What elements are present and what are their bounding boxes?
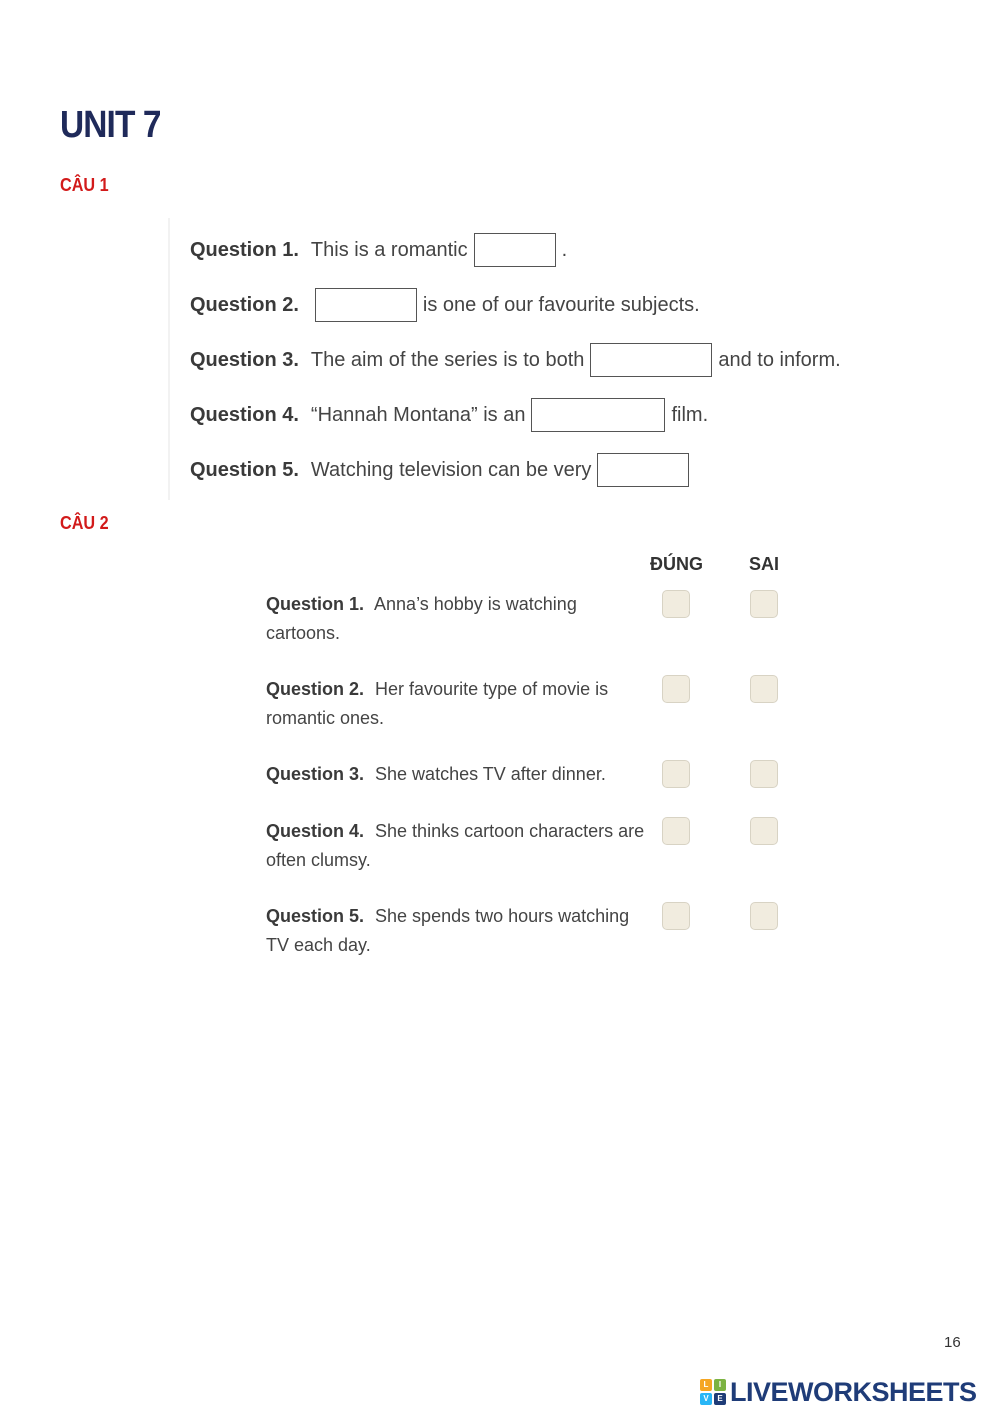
false-checkbox-4[interactable] xyxy=(750,817,778,845)
question-label: Question 3. xyxy=(266,764,365,784)
false-checkbox-5[interactable] xyxy=(750,902,778,930)
false-checkbox-2[interactable] xyxy=(750,675,778,703)
fill-question-3 xyxy=(190,340,841,380)
question-text-before: This is a romantic xyxy=(310,238,468,261)
fill-question-5 xyxy=(190,450,695,490)
question-statement: She thinks cartoon characters are often clumsy. xyxy=(266,821,645,870)
logo-tile-e: E xyxy=(714,1393,726,1405)
liveworksheets-logo[interactable] xyxy=(700,1376,977,1408)
question-statement: Her favourite type of movie is romantic ones. xyxy=(266,679,609,728)
section-2-label: CÂU 2 xyxy=(60,513,109,533)
question-label: Question 1. xyxy=(190,238,299,261)
answer-blank-5[interactable] xyxy=(597,453,689,487)
question-label: Question 1. xyxy=(266,594,365,614)
question-text-after: film. xyxy=(671,403,709,426)
brand-name: LIVEWORKSHEETS xyxy=(730,1376,977,1407)
question-label: Question 2. xyxy=(266,679,365,699)
true-checkbox-4[interactable] xyxy=(662,817,690,845)
question-text xyxy=(266,817,651,875)
question-label: Question 5. xyxy=(190,458,299,481)
question-text-after: . xyxy=(561,238,568,261)
question-label: Question 4. xyxy=(266,821,365,841)
question-text xyxy=(266,902,651,960)
page-number: 16 xyxy=(944,1334,961,1351)
logo-grid-icon xyxy=(700,1379,726,1405)
fill-question-4 xyxy=(190,395,708,435)
fill-question-1 xyxy=(190,230,567,270)
answer-blank-3[interactable] xyxy=(590,343,712,377)
question-text-after: and to inform. xyxy=(718,348,841,371)
answer-blank-4[interactable] xyxy=(531,398,665,432)
question-statement: She spends two hours watching TV each day. xyxy=(266,906,630,955)
logo-tile-i: I xyxy=(714,1379,726,1391)
column-header-true: ĐÚNG xyxy=(650,554,703,574)
fill-in-blanks-exercise xyxy=(168,218,900,500)
answer-blank-1[interactable] xyxy=(474,233,556,267)
section-1-label: CÂU 1 xyxy=(60,175,109,195)
true-checkbox-5[interactable] xyxy=(662,902,690,930)
question-statement: She watches TV after dinner. xyxy=(375,764,606,784)
logo-tile-l: L xyxy=(700,1379,712,1391)
question-text xyxy=(266,760,651,789)
false-checkbox-1[interactable] xyxy=(750,590,778,618)
answer-blank-2[interactable] xyxy=(315,288,417,322)
question-label: Question 2. xyxy=(190,293,299,316)
true-checkbox-1[interactable] xyxy=(662,590,690,618)
question-text xyxy=(266,590,651,648)
page-title: UNIT 7 xyxy=(60,104,161,146)
question-label: Question 5. xyxy=(266,906,365,926)
true-checkbox-3[interactable] xyxy=(662,760,690,788)
logo-tile-v: V xyxy=(700,1393,712,1405)
question-statement: Anna’s hobby is watching cartoons. xyxy=(266,594,577,643)
column-header-false: SAI xyxy=(749,554,780,574)
fill-question-2 xyxy=(190,285,700,325)
question-text-after: is one of our favourite subjects. xyxy=(422,293,700,316)
question-text-before: “Hannah Montana” is an xyxy=(310,403,526,426)
question-text-before: Watching television can be very xyxy=(310,458,592,481)
question-text xyxy=(266,675,651,733)
question-text-before: The aim of the series is to both xyxy=(310,348,585,371)
question-label: Question 3. xyxy=(190,348,299,371)
false-checkbox-3[interactable] xyxy=(750,760,778,788)
question-label: Question 4. xyxy=(190,403,299,426)
true-checkbox-2[interactable] xyxy=(662,675,690,703)
true-false-exercise xyxy=(266,548,806,968)
